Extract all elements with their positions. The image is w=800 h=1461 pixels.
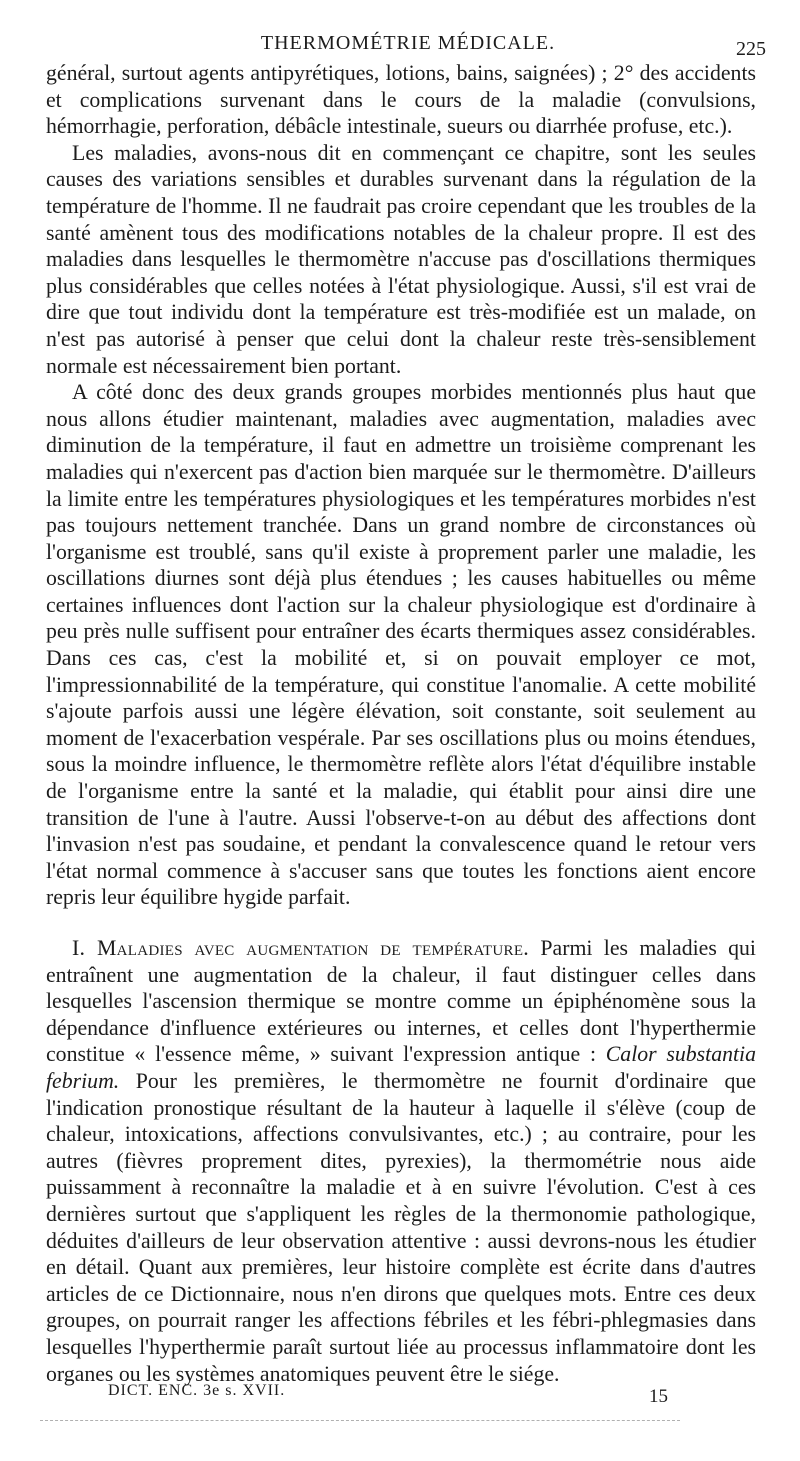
paragraph-continued: général, surtout agents antipyrétiques, lotions, bains, saignées) ; 2° des accidents et complications survenant dans le cours de la maladie (convulsions, hémorrhagie, perforation, débâcle intestinale, sueurs ou diarrhée profuse, etc.). [46, 61, 756, 139]
latin-quote: Calor substantia febrium. [46, 1042, 757, 1093]
body-text [46, 60, 756, 1387]
section-text-end: Pour les premières, le thermomètre ne fournit d'ordinaire que l'indication pronostique résultant de la hauteur à laquelle il s'élève (coup de chaleur, intoxications, affections convulsivantes, etc.) ; au contraire, pour les autres (fièvres proprement dites, pyrexies), la thermométrie nous aide puissamment à reconnaître la maladie et à en suivre l'évolution. C'est à ces dernières surtout que s'appliquent les règles de la thermonomie pathologique, déduites d'ailleurs de leur observation attentive : aussi devrons-nous les étudier en détail. Quant aux premières, leur histoire complète est écrite dans d'autres articles de ce Dictionnaire, nous n'en dirons que quelques mots. Entre ces deux groupes, on pourrait ranger les affections fébriles et les fébri-phlegmasies dans lesquelles l'hyperthermie paraît surtout liée au processus inflammatoire dont les organes ou les systèmes anatomiques peuvent être le siége. [46, 1068, 756, 1386]
footer-signature: DICT. ENC. 3e s. XVII. [108, 1382, 286, 1399]
bottom-rule [40, 1420, 680, 1421]
running-head [48, 30, 768, 60]
running-title: THERMOMÉTRIE MÉDICALE. [260, 32, 556, 54]
section-heading: I. Maladies avec augmentation de température. [72, 936, 530, 960]
section-paragraph [46, 935, 756, 1387]
page-number: 225 [736, 38, 766, 60]
footer-sheet-number: 15 [649, 1386, 668, 1407]
page-footer [108, 1376, 668, 1416]
paragraph: A côté donc des deux grands groupes morbides mentionnés plus haut que nous allons étudier maintenant, maladies avec augmentation, maladies avec diminution de la température, il faut en admettre un troisième comprenant les maladies qui n'exercent pas d'action bien marquée sur le thermomètre. D'ailleurs la limite entre les températures physiologiques et les températures morbides n'est pas toujours nettement tranchée. Dans un grand nombre de circonstances où l'organisme est troublé, sans qu'il existe à proprement parler une maladie, les oscillations diurnes sont déjà plus étendues ; les causes habituelles ou même certaines influences dont l'action sur la chaleur physiologique est d'ordinaire à peu près nulle suffisent pour entraîner des écarts thermiques assez considérables. Dans ces cas, c'est la mobilité et, si on pouvait employer ce mot, l'impressionnabilité de la température, qui constitue l'anomalie. A cette mobilité s'ajoute parfois aussi une légère élévation, soit constante, soit seulement au moment de l'exacerbation vespérale. Par ses oscillations plus ou moins étendues, sous la moindre influence, le thermomètre reflète alors l'état d'équilibre instable de l'organisme entre la santé et la maladie, qui établit pour ainsi dire une transition de l'une à l'autre. Aussi l'observe-t-on au début des affections dont l'invasion n'est pas soudaine, et pendant la convalescence quand le retour vers l'état normal commence à s'accuser sans que toutes les fonctions aient encore repris leur équilibre hygide parfait. [46, 380, 756, 910]
section-text-start: Parmi les maladies qui entraînent une augmentation de la chaleur, il faut distinguer celles dans lesquelles l'ascension thermique se montre comme un épiphénomène sous la dépendance d'influence extérieures ou internes, et celles dont l'hyperthermie constitue « l'essence même, » suivant l'expression antique : [46, 936, 756, 1067]
paragraph: Les maladies, avons-nous dit en commençant ce chapitre, sont les seules causes des variations sensibles et durables survenant dans la régulation de la température de l'homme. Il ne faudrait pas croire cependant que les troubles de la santé amènent tous des modifications notables de la chaleur propre. Il est des maladies dans lesquelles le thermomètre n'accuse pas d'oscillations thermiques plus considérables que celles notées à l'état physiologique. Aussi, s'il est vrai de dire que tout individu dont la température est très-modifiée est un malade, on n'est pas autorisé à penser que celui dont la chaleur reste très-sensiblement normale est nécessairement bien portant. [46, 140, 756, 378]
